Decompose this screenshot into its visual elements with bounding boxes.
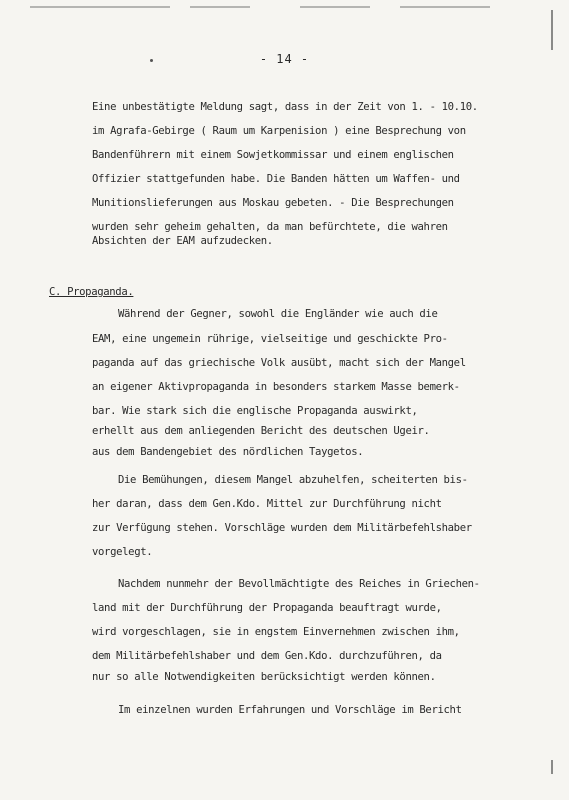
scan-artifact-top — [190, 6, 250, 8]
text-line: aus dem Bandengebiet des nördlichen Taygetos. — [92, 446, 364, 458]
text-line: Absichten der EAM aufzudecken. — [92, 235, 273, 247]
text-line: nur so alle Notwendigkeiten berücksichtigt werden können. — [92, 671, 436, 683]
text-line: Nachdem nunmehr der Bevollmächtigte des Reiches in Griechen- — [118, 578, 480, 590]
text-line: erhellt aus dem anliegenden Bericht des deutschen Ugeir. — [92, 425, 430, 437]
text-line: wird vorgeschlagen, sie in engstem Einvernehmen zwischen ihm, — [92, 626, 460, 638]
text-line: bar. Wie stark sich die englische Propaganda auswirkt, — [92, 405, 418, 417]
text-line: wurden sehr geheim gehalten, da man befürchtete, die wahren — [92, 221, 448, 233]
scan-artifact-top — [400, 6, 490, 8]
section-heading: C. Propaganda. — [49, 286, 134, 298]
scan-edge-mark — [551, 760, 553, 774]
page-number: - 14 - — [259, 52, 310, 66]
scan-edge-mark — [551, 10, 553, 50]
scan-artifact-top — [300, 6, 370, 8]
text-line: land mit der Durchführung der Propaganda beauftragt wurde, — [92, 602, 442, 614]
text-line: EAM, eine ungemein rührige, vielseitige und geschickte Pro- — [92, 333, 448, 345]
text-line: her daran, dass dem Gen.Kdo. Mittel zur Durchführung nicht — [92, 498, 442, 510]
text-line: vorgelegt. — [92, 546, 153, 558]
scan-artifact-top — [30, 6, 170, 8]
text-line: an eigener Aktivpropaganda in besonders starkem Masse bemerk- — [92, 381, 460, 393]
text-line: Während der Gegner, sowohl die Engländer wie auch die — [118, 308, 438, 320]
text-line: im Agrafa-Gebirge ( Raum um Karpenision ) eine Besprechung von — [92, 125, 466, 137]
text-line: paganda auf das griechische Volk ausübt, macht sich der Mangel — [92, 357, 466, 369]
text-line: Bandenführern mit einem Sowjetkommissar und einem englischen — [92, 149, 454, 161]
text-line: zur Verfügung stehen. Vorschläge wurden dem Militärbefehlshaber — [92, 522, 472, 534]
text-line: Die Bemühungen, diesem Mangel abzuhelfen, scheiterten bis- — [118, 474, 468, 486]
text-line: Offizier stattgefunden habe. Die Banden hätten um Waffen- und — [92, 173, 460, 185]
text-line: Munitionslieferungen aus Moskau gebeten. - Die Besprechungen — [92, 197, 454, 209]
text-line: Eine unbestätigte Meldung sagt, dass in der Zeit von 1. - 10.10. — [92, 101, 478, 113]
text-line: Im einzelnen wurden Erfahrungen und Vorschläge im Bericht — [118, 704, 462, 716]
text-line: dem Militärbefehlshaber und dem Gen.Kdo. durchzuführen, da — [92, 650, 442, 662]
